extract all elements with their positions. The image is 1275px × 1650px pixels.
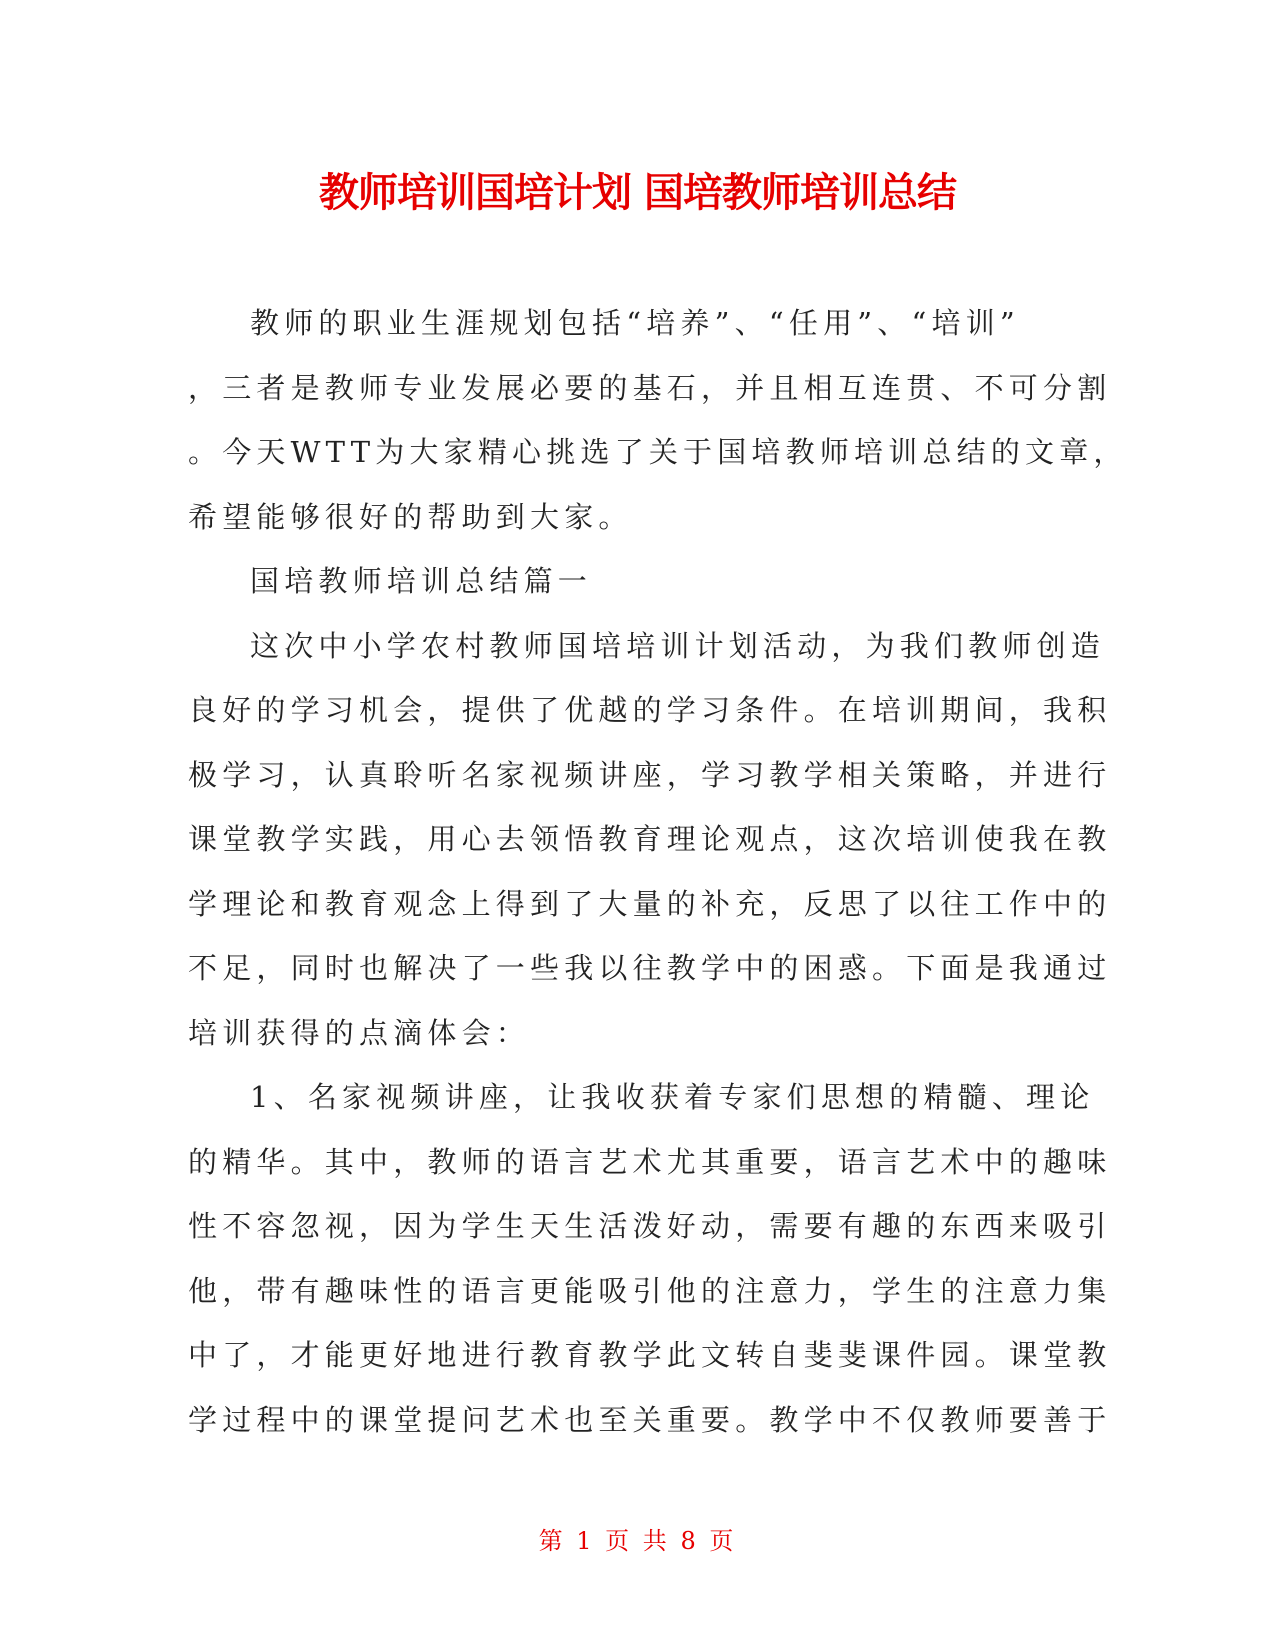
paragraph-line: 极学习，认真聆听名家视频讲座，学习教学相关策略，并进行 bbox=[188, 757, 1112, 792]
paragraph-line: 的精华。其中，教师的语言艺术尤其重要，语言艺术中的趣味 bbox=[188, 1144, 1112, 1179]
paragraph-line: 他，带有趣味性的语言更能吸引他的注意力，学生的注意力集 bbox=[188, 1273, 1112, 1308]
intro-line: 希望能够很好的帮助到大家。 bbox=[188, 499, 633, 534]
intro-line: 。今天WTT为大家精心挑选了关于国培教师培训总结的文章， bbox=[188, 435, 1128, 469]
paragraph-line: 1、名家视频讲座，让我收获着专家们思想的精髓、理论 bbox=[250, 1080, 1095, 1114]
paragraph-line: 良好的学习机会，提供了优越的学习条件。在培训期间，我积 bbox=[188, 693, 1112, 727]
page-number-footer: 第 1 页 共 8 页 bbox=[538, 1527, 737, 1555]
intro-line: ，三者是教师专业发展必要的基石，并且相互连贯、不可分割 bbox=[188, 370, 1112, 405]
paragraph-line: 学理论和教育观念上得到了大量的补充，反思了以往工作中的 bbox=[188, 886, 1112, 921]
paragraph-line: 课堂教学实践，用心去领悟教育理论观点，这次培训使我在教 bbox=[188, 822, 1112, 856]
paragraph-line: 这次中小学农村教师国培培训计划活动，为我们教师创造 bbox=[250, 628, 1106, 663]
intro-line: 教师的职业生涯规划包括“培养”、“任用”、“培训” bbox=[250, 306, 1020, 340]
section-heading: 国培教师培训总结篇一 bbox=[250, 564, 593, 598]
document-title: 教师培训国培计划 国培教师培训总结 bbox=[319, 170, 956, 216]
document-body bbox=[188, 291, 1128, 1452]
paragraph-line: 培训获得的点滴体会： bbox=[188, 1015, 531, 1050]
paragraph-line: 学过程中的课堂提问艺术也至关重要。教学中不仅教师要善于 bbox=[188, 1402, 1112, 1437]
paragraph-line: 不足，同时也解决了一些我以往教学中的困惑。下面是我通过 bbox=[188, 951, 1112, 985]
paragraph-line: 性不容忽视，因为学生天生活泼好动，需要有趣的东西来吸引 bbox=[188, 1209, 1112, 1243]
paragraph-line: 中了，才能更好地进行教育教学此文转自斐斐课件园。课堂教 bbox=[188, 1338, 1112, 1372]
